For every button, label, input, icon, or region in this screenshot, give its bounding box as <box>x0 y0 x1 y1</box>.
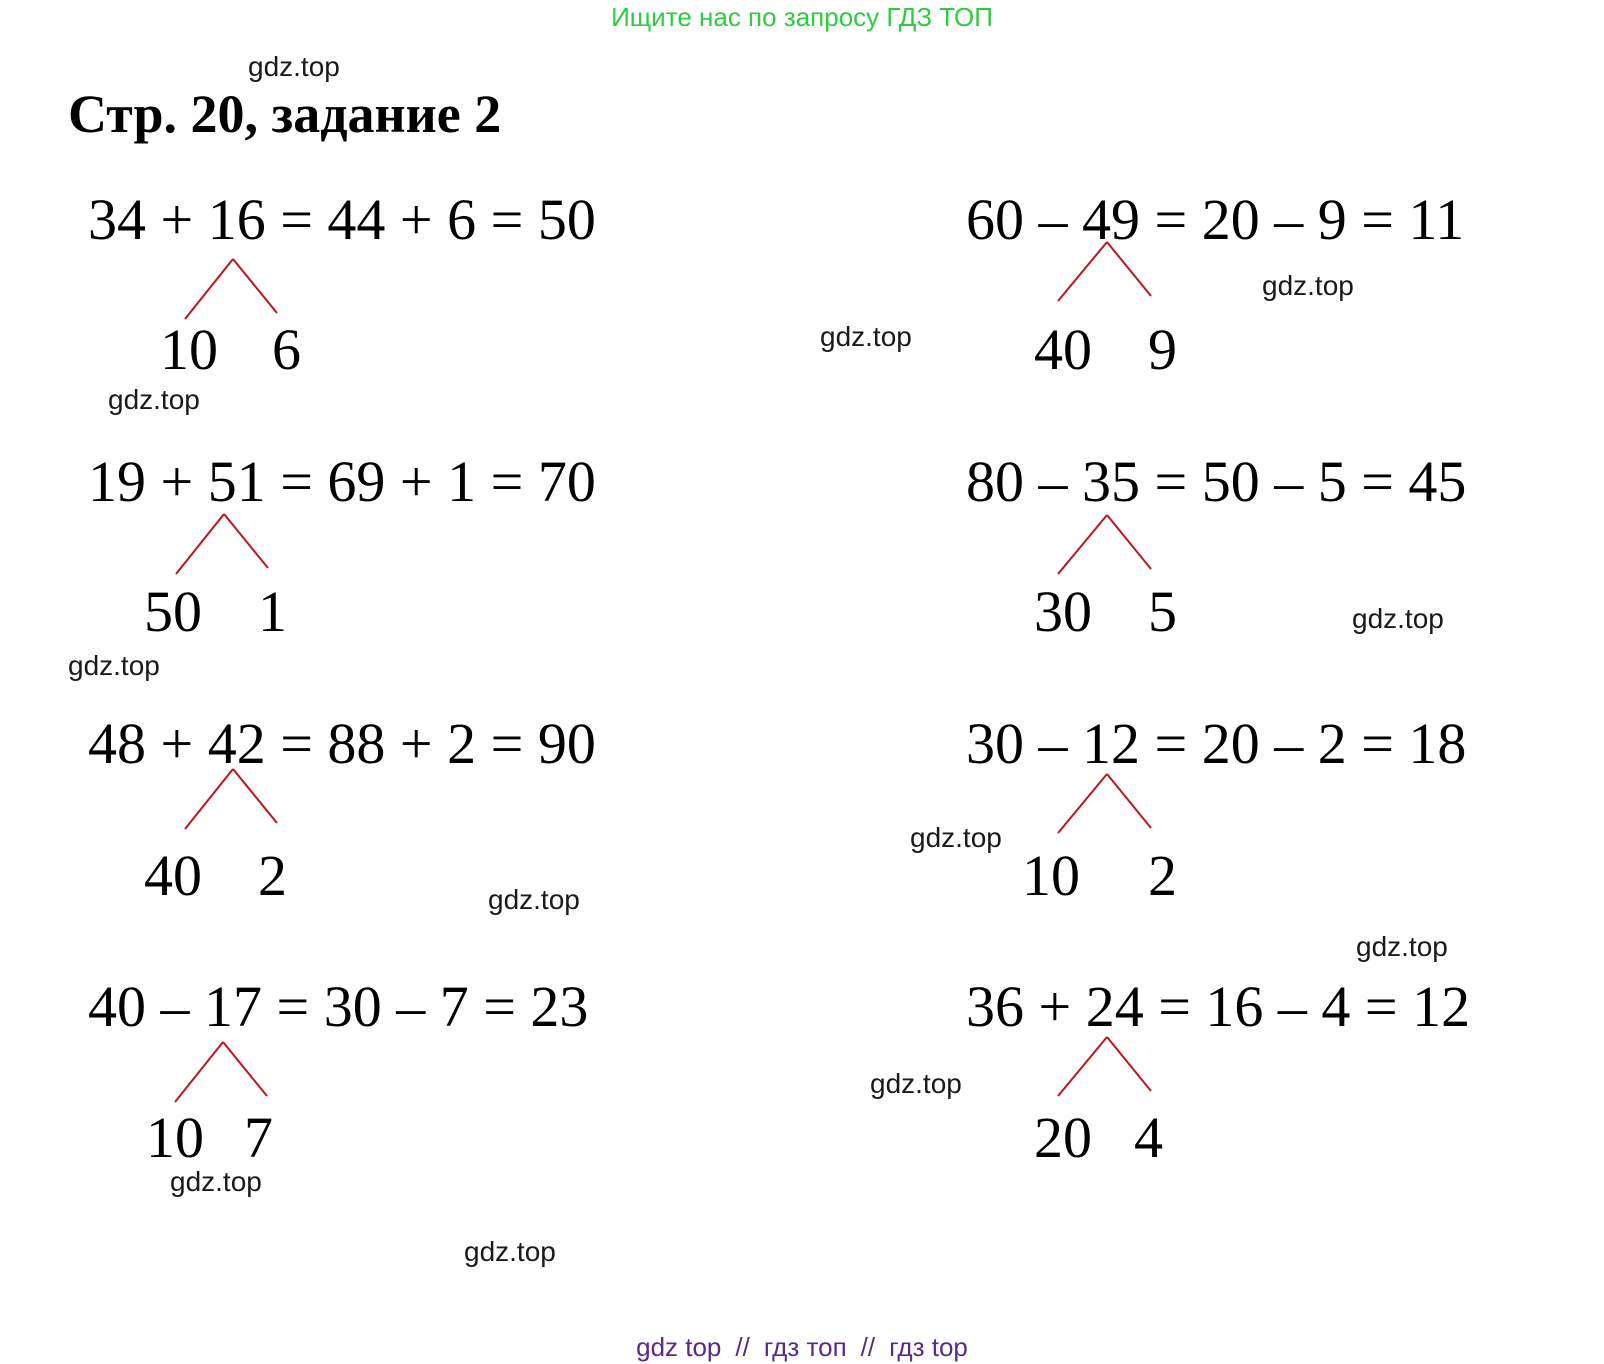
decomposition-part: 9 <box>1148 317 1177 382</box>
example-equation: 80 – 35 = 50 – 5 = 45 <box>966 449 1467 514</box>
search-banner: Ищите нас по запросу ГДЗ ТОП <box>611 2 993 32</box>
watermark: gdz.top <box>910 822 1002 853</box>
footer-links <box>0 1330 1604 1364</box>
decomposition-part: 50 <box>144 579 202 644</box>
decomposition-part: 6 <box>272 317 301 382</box>
example-equation: 40 – 17 = 30 – 7 = 23 <box>88 974 589 1039</box>
page-title: Стр. 20, задание 2 <box>68 84 502 144</box>
watermark: gdz.top <box>488 884 580 915</box>
decomposition-part: 2 <box>1148 843 1177 908</box>
watermark: gdz.top <box>464 1236 556 1267</box>
example-equation: 19 + 51 = 69 + 1 = 70 <box>88 449 596 514</box>
example-equation: 36 + 24 = 16 – 4 = 12 <box>966 974 1471 1039</box>
watermark: gdz.top <box>1356 931 1448 962</box>
watermark: gdz.top <box>1352 603 1444 634</box>
footer-separator: // <box>735 1332 750 1362</box>
watermark: gdz.top <box>248 51 340 82</box>
decomposition-part: 10 <box>160 317 218 382</box>
example-equation: 60 – 49 = 20 – 9 = 11 <box>966 187 1465 252</box>
decomposition-part: 10 <box>1022 843 1080 908</box>
decomposition-part: 4 <box>1134 1105 1163 1170</box>
decomposition-part: 1 <box>258 579 287 644</box>
decomposition-part: 5 <box>1148 579 1177 644</box>
decomposition-part: 40 <box>144 843 202 908</box>
example-equation: 34 + 16 = 44 + 6 = 50 <box>88 187 596 252</box>
footer-separator: // <box>860 1332 876 1362</box>
decomposition-branch <box>0 0 1 1</box>
decomposition-part: 2 <box>258 843 287 908</box>
decomposition-part: 10 <box>146 1105 204 1170</box>
decomposition-part: 7 <box>244 1105 273 1170</box>
watermark: gdz.top <box>1262 270 1354 301</box>
decomposition-part: 30 <box>1034 579 1092 644</box>
watermark: gdz.top <box>68 650 160 681</box>
footer-link[interactable]: гдз top <box>889 1332 968 1362</box>
decomposition-part: 20 <box>1034 1105 1092 1170</box>
watermark: gdz.top <box>108 384 200 415</box>
example-equation: 48 + 42 = 88 + 2 = 90 <box>88 711 596 776</box>
watermark: gdz.top <box>820 321 912 352</box>
decomposition-part: 40 <box>1034 317 1092 382</box>
footer-link[interactable]: gdz top <box>636 1332 722 1362</box>
example-equation: 30 – 12 = 20 – 2 = 18 <box>966 711 1467 776</box>
footer-link[interactable]: гдз топ <box>763 1332 847 1362</box>
watermark: gdz.top <box>870 1068 962 1099</box>
watermark: gdz.top <box>170 1166 262 1197</box>
